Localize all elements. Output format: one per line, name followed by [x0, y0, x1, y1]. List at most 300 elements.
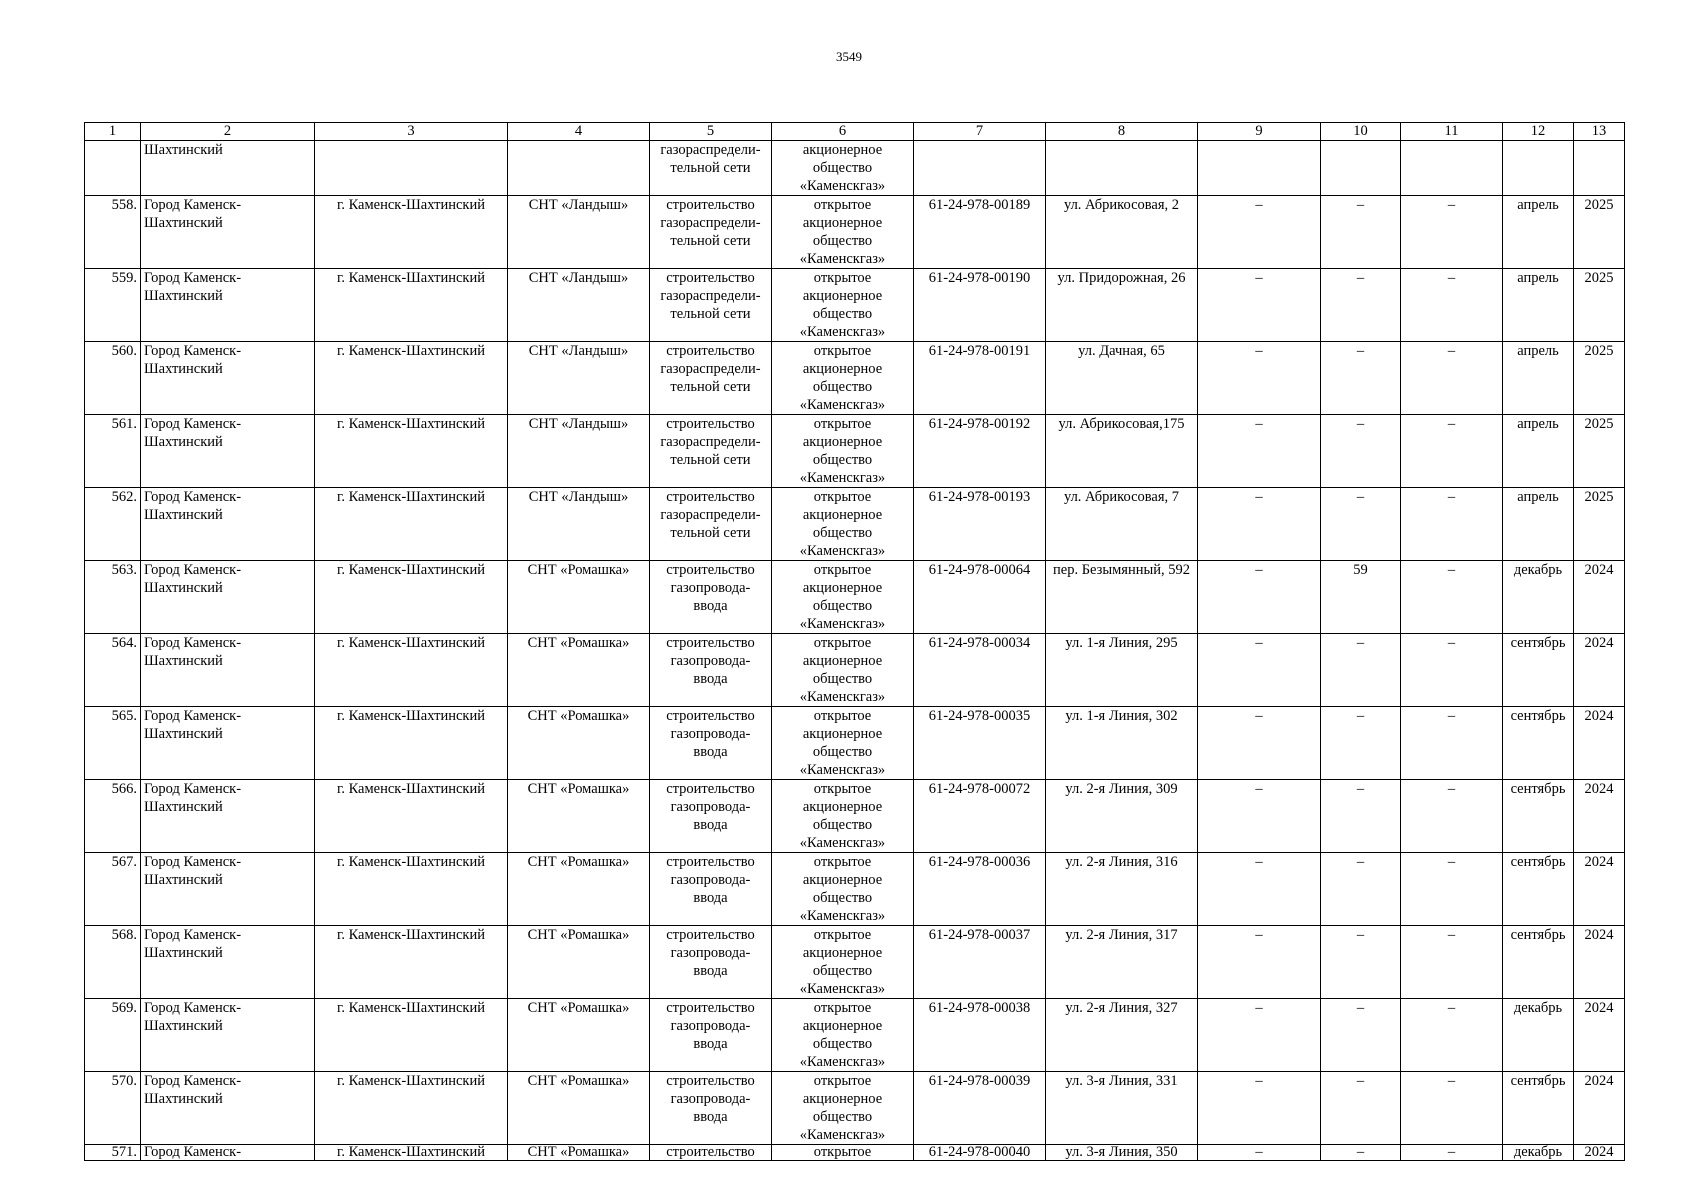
cell-year: 2025 [1574, 415, 1625, 488]
cell-object: СНТ «Ландыш» [508, 342, 650, 415]
mun-line: Шахтинский [144, 653, 223, 669]
cell-code [914, 141, 1046, 196]
cell-col11: – [1401, 853, 1503, 926]
cell-municipality [141, 415, 315, 488]
work-line: ввода [693, 671, 728, 687]
cell-organization [772, 926, 914, 999]
cell-municipality [141, 634, 315, 707]
org-line: акционерное [802, 872, 883, 888]
table-row [85, 342, 1625, 415]
org-line: акционерное [802, 361, 883, 377]
org-line: «Каменскгаз» [799, 762, 886, 778]
cell-municipality [141, 1072, 315, 1145]
work-line: строительство [666, 927, 755, 943]
cell-code: 61-24-978-00038 [914, 999, 1046, 1072]
cell-organization [772, 196, 914, 269]
cell-address: ул. 2-я Линия, 327 [1046, 999, 1198, 1072]
cell-col9 [1198, 141, 1321, 196]
cell-col9: – [1198, 780, 1321, 853]
org-line: акционерное [802, 799, 883, 815]
column-header-12: 12 [1503, 123, 1574, 141]
cell-col11: – [1401, 707, 1503, 780]
cell-number: 564. [85, 634, 141, 707]
cell-month: декабрь [1503, 1145, 1574, 1161]
work-line: газопровода- [670, 799, 751, 815]
org-line: общество [812, 160, 873, 176]
cell-object: СНТ «Ромашка» [508, 561, 650, 634]
org-line: акционерное [802, 1018, 883, 1034]
cell-address: ул. 1-я Линия, 302 [1046, 707, 1198, 780]
mun-line: Город Каменск- [144, 343, 242, 359]
org-line: «Каменскгаз» [799, 178, 886, 194]
cell-municipality: Шахтинский [141, 141, 315, 196]
cell-number: 571. [85, 1145, 141, 1161]
mun-line: Шахтинский [144, 288, 223, 304]
cell-work-type [650, 853, 772, 926]
cell-code: 61-24-978-00034 [914, 634, 1046, 707]
work-line: ввода [693, 963, 728, 979]
cell-address: пер. Безымянный, 592 [1046, 561, 1198, 634]
org-line: общество [812, 671, 873, 687]
table-row [85, 634, 1625, 707]
work-line: строительство [666, 562, 755, 578]
work-line: газораспредели- [660, 434, 761, 450]
org-line: акционерное [802, 726, 883, 742]
cell-col9: – [1198, 415, 1321, 488]
cell-col10: – [1321, 707, 1401, 780]
cell-object: СНТ «Ландыш» [508, 415, 650, 488]
cell-organization [772, 1072, 914, 1145]
org-line: акционерное [802, 945, 883, 961]
cell-year [1574, 141, 1625, 196]
org-line: акционерное [802, 507, 883, 523]
table-row [85, 561, 1625, 634]
org-line: «Каменскгаз» [799, 616, 886, 632]
org-line: общество [812, 306, 873, 322]
cell-col11: – [1401, 269, 1503, 342]
org-line: общество [812, 1109, 873, 1125]
org-line: открытое [813, 854, 872, 870]
cell-number: 559. [85, 269, 141, 342]
cell-month: апрель [1503, 488, 1574, 561]
org-line: акционерное [802, 580, 883, 596]
table-row [85, 1145, 1625, 1161]
cell-number: 567. [85, 853, 141, 926]
org-line: открытое [813, 635, 872, 651]
cell-year: 2024 [1574, 780, 1625, 853]
cell-month: апрель [1503, 196, 1574, 269]
cell-work-type [650, 415, 772, 488]
cell-col10: – [1321, 926, 1401, 999]
work-line: строительство [666, 343, 755, 359]
cell-code: 61-24-978-00072 [914, 780, 1046, 853]
cell-object [508, 141, 650, 196]
cell-locality: г. Каменск-Шахтинский [315, 342, 508, 415]
work-line: газопровода- [670, 726, 751, 742]
cell-year: 2024 [1574, 1072, 1625, 1145]
cell-locality: г. Каменск-Шахтинский [315, 999, 508, 1072]
org-line: «Каменскгаз» [799, 908, 886, 924]
work-line: строительство [666, 1073, 755, 1089]
cell-locality: г. Каменск-Шахтинский [315, 1072, 508, 1145]
column-header-3: 3 [315, 123, 508, 141]
cell-col10: – [1321, 342, 1401, 415]
mun-line: Город Каменск- [144, 1073, 242, 1089]
mun-line: Город Каменск- [144, 416, 242, 432]
cell-locality: г. Каменск-Шахтинский [315, 1145, 508, 1161]
cell-locality [315, 141, 508, 196]
mun-line: Город Каменск- [144, 1000, 242, 1016]
cell-month: апрель [1503, 269, 1574, 342]
column-header-13: 13 [1574, 123, 1625, 141]
cell-address: ул. Абрикосовая,175 [1046, 415, 1198, 488]
cell-object: СНТ «Ромашка» [508, 926, 650, 999]
cell-col11: – [1401, 196, 1503, 269]
org-line: акционерное [802, 215, 883, 231]
cell-month: сентябрь [1503, 780, 1574, 853]
table-row [85, 853, 1625, 926]
cell-col11: – [1401, 780, 1503, 853]
continuation-row [85, 141, 1625, 196]
column-header-10: 10 [1321, 123, 1401, 141]
org-line: «Каменскгаз» [799, 251, 886, 267]
cell-object: СНТ «Ромашка» [508, 1072, 650, 1145]
work-line: газораспредели- [660, 361, 761, 377]
work-line: строительство [666, 708, 755, 724]
table-row [85, 707, 1625, 780]
work-line: газопровода- [670, 580, 751, 596]
cell-address: ул. Абрикосовая, 7 [1046, 488, 1198, 561]
work-line: газораспредели- [660, 215, 761, 231]
cell-work-type [650, 561, 772, 634]
org-line: общество [812, 452, 873, 468]
cell-code: 61-24-978-00039 [914, 1072, 1046, 1145]
org-line: открытое [813, 927, 872, 943]
cell-municipality [141, 780, 315, 853]
mun-line: Шахтинский [144, 1091, 223, 1107]
table-row [85, 926, 1625, 999]
cell-col11: – [1401, 999, 1503, 1072]
cell-month: сентябрь [1503, 634, 1574, 707]
cell-address: ул. Абрикосовая, 2 [1046, 196, 1198, 269]
work-line: газораспредели- [660, 142, 761, 158]
cell-code: 61-24-978-00064 [914, 561, 1046, 634]
cell-organization [772, 707, 914, 780]
cell-col11: – [1401, 488, 1503, 561]
cell-address: ул. 2-я Линия, 317 [1046, 926, 1198, 999]
cell-number: 565. [85, 707, 141, 780]
cell-col11: – [1401, 926, 1503, 999]
cell-code: 61-24-978-00040 [914, 1145, 1046, 1161]
mun-line: Город Каменск- [144, 1144, 242, 1160]
cell-object: СНТ «Ландыш» [508, 488, 650, 561]
org-line: «Каменскгаз» [799, 397, 886, 413]
org-line: акционерное [802, 653, 883, 669]
cell-address: ул. Дачная, 65 [1046, 342, 1198, 415]
cell-work-type [650, 196, 772, 269]
org-line: «Каменскгаз» [799, 1127, 886, 1143]
table-row [85, 1072, 1625, 1145]
column-header-5: 5 [650, 123, 772, 141]
org-line: открытое [813, 1000, 872, 1016]
column-header-6: 6 [772, 123, 914, 141]
org-line: общество [812, 963, 873, 979]
cell-organization [772, 780, 914, 853]
mun-line: Город Каменск- [144, 197, 242, 213]
cell-locality: г. Каменск-Шахтинский [315, 853, 508, 926]
cell-month: сентябрь [1503, 707, 1574, 780]
work-line: строительство [666, 1000, 755, 1016]
cell-work-type [650, 999, 772, 1072]
cell-work-type [650, 269, 772, 342]
cell-organization [772, 853, 914, 926]
page-number: 3549 [836, 49, 862, 64]
mun-line: Шахтинский [144, 507, 223, 523]
cell-month: апрель [1503, 415, 1574, 488]
cell-col10: 59 [1321, 561, 1401, 634]
cell-number: 563. [85, 561, 141, 634]
work-line: тельной сети [670, 452, 751, 468]
cell-organization [772, 561, 914, 634]
cell-organization [772, 1145, 914, 1161]
cell-municipality [141, 1145, 315, 1161]
org-line: открытое [813, 197, 872, 213]
work-line: газопровода- [670, 945, 751, 961]
column-header-11: 11 [1401, 123, 1503, 141]
cell-organization [772, 999, 914, 1072]
org-line: общество [812, 1036, 873, 1052]
cell-col9: – [1198, 999, 1321, 1072]
cell-organization [772, 634, 914, 707]
cell-year: 2025 [1574, 342, 1625, 415]
cell-number: 568. [85, 926, 141, 999]
cell-locality: г. Каменск-Шахтинский [315, 561, 508, 634]
work-line: строительство [666, 489, 755, 505]
org-line: «Каменскгаз» [799, 324, 886, 340]
cell-col9: – [1198, 926, 1321, 999]
cell-code: 61-24-978-00192 [914, 415, 1046, 488]
work-line: тельной сети [670, 306, 751, 322]
cell-object: СНТ «Ромашка» [508, 707, 650, 780]
cell-month: декабрь [1503, 561, 1574, 634]
cell-col11: – [1401, 561, 1503, 634]
cell-col10 [1321, 141, 1401, 196]
mun-line: Шахтинский [144, 799, 223, 815]
table-row [85, 269, 1625, 342]
cell-col10: – [1321, 488, 1401, 561]
cell-municipality [141, 999, 315, 1072]
cell-year: 2025 [1574, 269, 1625, 342]
cell-month: апрель [1503, 342, 1574, 415]
org-line: открытое [813, 489, 872, 505]
table-row [85, 196, 1625, 269]
cell-address: ул. 2-я Линия, 316 [1046, 853, 1198, 926]
org-line: открытое [813, 708, 872, 724]
cell-work-type [650, 634, 772, 707]
cell-number: 558. [85, 196, 141, 269]
cell-work-type [650, 707, 772, 780]
cell-col9: – [1198, 561, 1321, 634]
mun-line: Город Каменск- [144, 927, 242, 943]
cell-col10: – [1321, 269, 1401, 342]
cell-object: СНТ «Ландыш» [508, 196, 650, 269]
cell-locality: г. Каменск-Шахтинский [315, 780, 508, 853]
cell-number: 570. [85, 1072, 141, 1145]
mun-line: Шахтинский [144, 945, 223, 961]
cell-col11 [1401, 141, 1503, 196]
column-header-8: 8 [1046, 123, 1198, 141]
work-line: газопровода- [670, 1018, 751, 1034]
cell-municipality [141, 707, 315, 780]
work-line: тельной сети [670, 525, 751, 541]
cell-col9: – [1198, 196, 1321, 269]
cell-col9: – [1198, 1072, 1321, 1145]
cell-work-type [650, 1145, 772, 1161]
table-row [85, 999, 1625, 1072]
cell-organization [772, 269, 914, 342]
work-line: тельной сети [670, 160, 751, 176]
cell-address: ул. Придорожная, 26 [1046, 269, 1198, 342]
cell-year: 2024 [1574, 561, 1625, 634]
org-line: открытое [813, 416, 872, 432]
cell-municipality [141, 561, 315, 634]
table-row [85, 415, 1625, 488]
mun-line: Шахтинский [144, 872, 223, 888]
org-line: «Каменскгаз» [799, 470, 886, 486]
cell-col11: – [1401, 342, 1503, 415]
mun-line: Город Каменск- [144, 270, 242, 286]
work-line: ввода [693, 817, 728, 833]
cell-locality: г. Каменск-Шахтинский [315, 926, 508, 999]
org-line: акционерное [802, 1091, 883, 1107]
work-line: тельной сети [670, 379, 751, 395]
org-line: общество [812, 379, 873, 395]
cell-number: 560. [85, 342, 141, 415]
cell-object: СНТ «Ромашка» [508, 1145, 650, 1161]
work-line: строительство [666, 416, 755, 432]
work-line: ввода [693, 1036, 728, 1052]
table-row [85, 488, 1625, 561]
cell-year: 2025 [1574, 196, 1625, 269]
work-line: газопровода- [670, 872, 751, 888]
cell-municipality [141, 488, 315, 561]
cell-address [1046, 141, 1198, 196]
cell-municipality [141, 196, 315, 269]
cell-col9: – [1198, 707, 1321, 780]
org-line: открытое [813, 270, 872, 286]
cell-municipality [141, 926, 315, 999]
org-line: «Каменскгаз» [799, 981, 886, 997]
work-line: строительство [666, 270, 755, 286]
cell-address: ул. 2-я Линия, 309 [1046, 780, 1198, 853]
cell-col10: – [1321, 853, 1401, 926]
cell-object: СНТ «Ромашка» [508, 853, 650, 926]
cell-organization [772, 488, 914, 561]
cell-number: 569. [85, 999, 141, 1072]
cell-work-type [650, 141, 772, 196]
mun-line: Шахтинский [144, 1018, 223, 1034]
cell-locality: г. Каменск-Шахтинский [315, 488, 508, 561]
cell-year: 2024 [1574, 853, 1625, 926]
cell-col11: – [1401, 1072, 1503, 1145]
cell-col11: – [1401, 634, 1503, 707]
cell-month [1503, 141, 1574, 196]
column-header-2: 2 [141, 123, 315, 141]
work-line: тельной сети [670, 233, 751, 249]
org-line: «Каменскгаз» [799, 689, 886, 705]
cell-organization [772, 342, 914, 415]
cell-code: 61-24-978-00193 [914, 488, 1046, 561]
cell-locality: г. Каменск-Шахтинский [315, 269, 508, 342]
cell-work-type [650, 488, 772, 561]
org-line: общество [812, 598, 873, 614]
cell-work-type [650, 342, 772, 415]
org-line: общество [812, 233, 873, 249]
org-line: открытое [813, 343, 872, 359]
work-line: ввода [693, 744, 728, 760]
org-line: общество [812, 890, 873, 906]
work-line: строительство [666, 1144, 755, 1160]
org-line: общество [812, 817, 873, 833]
cell-work-type [650, 926, 772, 999]
org-line: открытое [813, 781, 872, 797]
work-line: ввода [693, 1109, 728, 1125]
cell-number [85, 141, 141, 196]
column-header-9: 9 [1198, 123, 1321, 141]
cell-year: 2024 [1574, 707, 1625, 780]
work-line: ввода [693, 598, 728, 614]
cell-municipality [141, 269, 315, 342]
column-number-header-row [85, 123, 1625, 141]
table-body [85, 123, 1625, 1161]
cell-col11: – [1401, 1145, 1503, 1161]
org-line: акционерное [802, 288, 883, 304]
cell-number: 566. [85, 780, 141, 853]
cell-code: 61-24-978-00191 [914, 342, 1046, 415]
cell-year: 2024 [1574, 999, 1625, 1072]
table-row [85, 780, 1625, 853]
cell-address: ул. 3-я Линия, 331 [1046, 1072, 1198, 1145]
cell-year: 2024 [1574, 926, 1625, 999]
mun-line: Шахтинский [144, 215, 223, 231]
mun-line: Город Каменск- [144, 781, 242, 797]
cell-work-type [650, 780, 772, 853]
mun-line: Шахтинский [144, 361, 223, 377]
org-line: «Каменскгаз» [799, 1054, 886, 1070]
cell-col10: – [1321, 1072, 1401, 1145]
cell-col10: – [1321, 1145, 1401, 1161]
cell-col10: – [1321, 999, 1401, 1072]
cell-col9: – [1198, 488, 1321, 561]
cell-locality: г. Каменск-Шахтинский [315, 707, 508, 780]
org-line: акционерное [802, 434, 883, 450]
column-header-7: 7 [914, 123, 1046, 141]
cell-col10: – [1321, 415, 1401, 488]
cell-month: сентябрь [1503, 853, 1574, 926]
cell-month: сентябрь [1503, 1072, 1574, 1145]
cell-number: 562. [85, 488, 141, 561]
gas-network-registry-table [84, 122, 1625, 1161]
mun-line: Город Каменск- [144, 708, 242, 724]
org-line: открытое [813, 562, 872, 578]
work-line: строительство [666, 635, 755, 651]
cell-col10: – [1321, 196, 1401, 269]
mun-line: Шахтинский [144, 434, 223, 450]
cell-month: декабрь [1503, 999, 1574, 1072]
work-line: газопровода- [670, 653, 751, 669]
cell-number: 561. [85, 415, 141, 488]
cell-municipality [141, 853, 315, 926]
